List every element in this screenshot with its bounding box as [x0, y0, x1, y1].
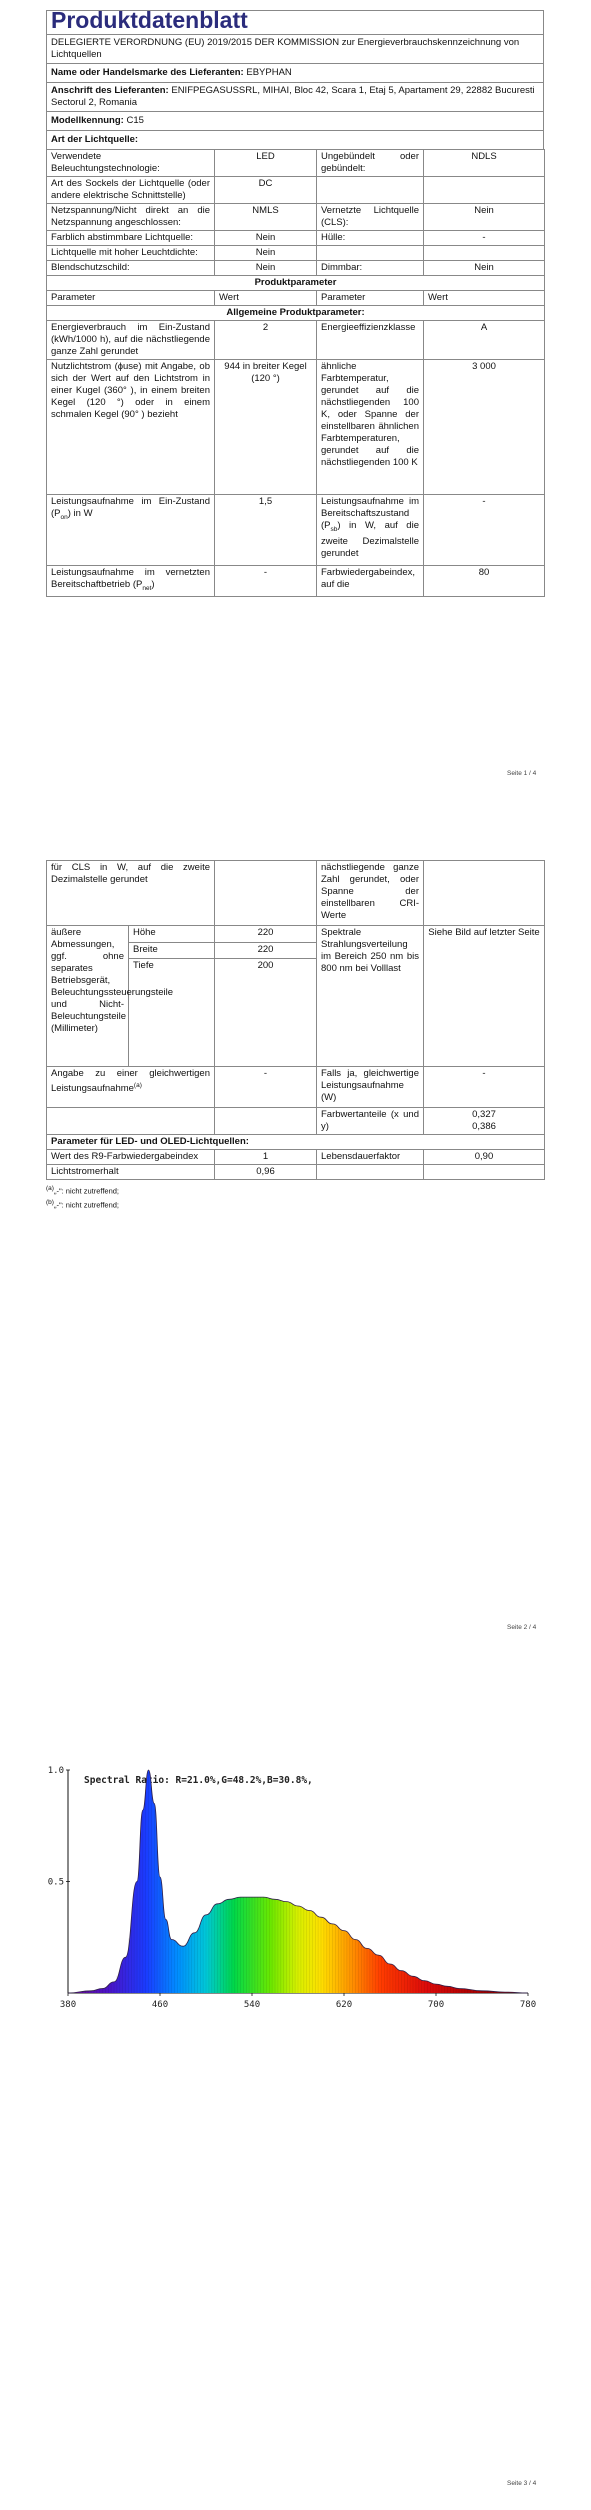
- depth-label: Tiefe: [129, 959, 215, 1067]
- pnet-value: -: [215, 566, 317, 597]
- r9-value: 1: [215, 1150, 317, 1165]
- spd-value: Siehe Bild auf letzter Seite: [424, 926, 545, 1067]
- y-ticks: [48, 1766, 70, 1888]
- depth-value: 200: [215, 959, 317, 1067]
- dimensions-label: äußere Abmessungen, ggf. ohne separates Betriebsgerät, Beleuchtungssteuerungsteile und Nicht-Beleuchtungsteile (Millimeter): [47, 926, 129, 1067]
- x-ticks: [60, 1993, 536, 2010]
- psb-value: -: [424, 495, 545, 566]
- equiv-label: Angabe zu einer gleichwertigen Leistungsaufnahme$^{(a)}$: [47, 1067, 215, 1108]
- empty-cell: [47, 1108, 215, 1135]
- page-number: Seite 1 / 4: [507, 770, 537, 777]
- cri-label-continued: nächstliegende ganze Zahl gerundet, oder Spanne der einstellbaren CRI-Werte: [317, 861, 424, 926]
- datasheet-header-table: [46, 7, 544, 150]
- datasheet-page-1: [46, 7, 544, 597]
- empty-cell: [424, 1165, 545, 1180]
- datasheet-table-page-2: [46, 860, 545, 1180]
- networked-label: Vernetzte Lichtquelle (CLS):: [317, 204, 424, 231]
- col-header-value: Wert: [215, 291, 317, 306]
- socket-label: Art des Sockels der Lichtquelle (oder andere elektrische Schnittstelle): [47, 177, 215, 204]
- chroma-y: 0,386: [472, 1121, 496, 1132]
- general-params-header: Allgemeine Produktparameter:: [47, 306, 545, 321]
- cri-value: 80: [424, 566, 545, 597]
- socket-value: DC: [215, 177, 317, 204]
- datasheet-table-page-1: [46, 149, 545, 597]
- height-label: Höhe: [129, 926, 215, 943]
- empty-cell: [215, 861, 317, 926]
- product-params-header: Produktparameter: [47, 276, 545, 291]
- energy-value: 2: [215, 321, 317, 360]
- eclass-label: Energieeffizienzklasse: [317, 321, 424, 360]
- datasheet-page-2: [46, 860, 544, 1210]
- envelope-label: Hülle:: [317, 231, 424, 246]
- pon-value: 1,5: [215, 495, 317, 566]
- tunable-value: Nein: [215, 231, 317, 246]
- page-number: Seite 2 / 4: [507, 1624, 537, 1631]
- dimmable-value: Nein: [424, 261, 545, 276]
- life-label: Lebensdauerfaktor: [317, 1150, 424, 1165]
- networked-value: Nein: [424, 204, 545, 231]
- lightsource-type-header: Art der Lichtquelle:: [47, 131, 544, 150]
- x-tick-label: 780: [519, 2000, 537, 2010]
- supplier-name-row: Name oder Handelsmarke des Lieferanten: EBYPHAN: [47, 64, 544, 83]
- cct-value: 3 000: [424, 360, 545, 495]
- maint-value: 0,96: [215, 1165, 317, 1180]
- tech-label: Verwendete Beleuchtungstechnologie:: [47, 150, 215, 177]
- r9-label: Wert des R9-Farbwiedergabeindex: [47, 1150, 215, 1165]
- maint-label: Lichtstromerhalt: [47, 1165, 215, 1180]
- page-title: Produktdatenblatt: [47, 11, 544, 35]
- mains-label: Netzspannung/Nicht direkt an die Netzspannung angeschlossen:: [47, 204, 215, 231]
- page-3: [0, 1710, 591, 2510]
- empty-cell: [317, 1165, 424, 1180]
- col-header-value: Wert: [424, 291, 545, 306]
- unbundled-value: NDLS: [424, 150, 545, 177]
- led-params-header: Parameter für LED- und OLED-Lichtquellen:: [47, 1135, 545, 1150]
- page-number: Seite 3 / 4: [507, 2480, 537, 2487]
- footnote-a: $^{(a)}$„-": nicht zutreffend;: [46, 1185, 120, 1196]
- x-tick-label: 700: [427, 2000, 445, 2010]
- highlum-value: Nein: [215, 246, 317, 261]
- spectral-chart: [0, 1710, 591, 2050]
- chroma-label: Farbwertanteile (x und y): [317, 1108, 424, 1135]
- envelope-value: -: [424, 231, 545, 246]
- dimmable-label: Dimmbar:: [317, 261, 424, 276]
- empty-cell: [317, 177, 424, 204]
- flux-label: Nutzlichtstrom (ɸuse) mit Angabe, ob sich der Wert auf den Lichtstrom in einer Kugel (360° ), in einem breiten Kegel (120 °) oder in einem schmalen Kegel (90° ) bezieht: [47, 360, 215, 495]
- x-tick-label: 540: [243, 2000, 261, 2010]
- chroma-value: [424, 1108, 545, 1135]
- empty-cell: [424, 861, 545, 926]
- empty-cell: [317, 246, 424, 261]
- equiv-power-value: -: [424, 1067, 545, 1108]
- x-tick-label: 460: [151, 2000, 169, 2010]
- tech-value: LED: [215, 150, 317, 177]
- footnote-b: $^{(b)}$„-": nicht zutreffend;: [46, 1198, 120, 1209]
- width-label: Breite: [129, 942, 215, 959]
- pnet-label-continued: für CLS in W, auf die zweite Dezimalstelle gerundet: [47, 861, 215, 926]
- page-2: [0, 855, 591, 1655]
- equiv-value: -: [215, 1067, 317, 1108]
- empty-cell: [215, 1108, 317, 1135]
- cri-label: Farbwiedergabeindex, auf die: [317, 566, 424, 597]
- page-1: [0, 0, 591, 800]
- model-row: Modellkennung: C15: [47, 112, 544, 131]
- unbundled-label: Ungebündelt oder gebündelt:: [317, 150, 424, 177]
- pnet-label: Leistungsaufnahme im vernetzten Bereitschaftbetrieb $(P_{net})$: [47, 566, 215, 597]
- antiglare-value: Nein: [215, 261, 317, 276]
- y-tick-label: 0.5: [47, 1877, 64, 1888]
- equiv-power-label: Falls ja, gleichwertige Leistungsaufnahme (W): [317, 1067, 424, 1108]
- chroma-x: 0,327: [472, 1109, 496, 1120]
- width-value: 220: [215, 942, 317, 959]
- eclass-value: A: [424, 321, 545, 360]
- x-tick-label: 380: [59, 2000, 77, 2010]
- energy-label: Energieverbrauch im Ein-Zustand (kWh/1000 h), auf die nächstliegende ganze Zahl gerundet: [47, 321, 215, 360]
- regulation-text: DELEGIERTE VERORDNUNG (EU) 2019/2015 DER KOMMISSION zur Energieverbrauchskennzeichnung von Lichtquellen: [47, 35, 544, 64]
- psb-label: Leistungsaufnahme im Bereitschaftszustand $(P_{sb})$ in W, auf die zweite Dezimalstelle gerundet: [317, 495, 424, 566]
- height-value: 220: [215, 926, 317, 943]
- pon-label: Leistungsaufnahme im Ein-Zustand $(P_{on})$ in W: [47, 495, 215, 566]
- y-tick-label: 1.0: [47, 1766, 64, 1776]
- col-header-param: Parameter: [47, 291, 215, 306]
- mains-value: NMLS: [215, 204, 317, 231]
- cct-label: ähnliche Farbtemperatur, gerundet auf die nächstliegenden 100 K, oder Spanne der einstellbaren ähnlichen Farbtemperaturen, gerundet auf die nächstliegenden 100 K: [317, 360, 424, 495]
- life-value: 0,90: [424, 1150, 545, 1165]
- supplier-address-row: Anschrift des Lieferanten: ENIFPEGASUSSRL, MIHAI, Bloc 42, Scara 1, Etaj 5, Apartament 29, 22882 Bucuresti Sectorul 2, Romania: [47, 83, 544, 112]
- flux-value: 944 in breiter Kegel (120 °): [215, 360, 317, 495]
- antiglare-label: Blendschutzschild:: [47, 261, 215, 276]
- x-tick-label: 620: [335, 2000, 353, 2010]
- spectral-title: Spectral Ratio: R=21.0%,G=48.2%,B=30.8%,: [84, 1775, 313, 1786]
- spd-label: Spektrale Strahlungsverteilung im Bereich 250 nm bis 800 nm bei Volllast: [317, 926, 424, 1067]
- highlum-label: Lichtquelle mit hoher Leuchtdichte:: [47, 246, 215, 261]
- empty-cell: [424, 177, 545, 204]
- col-header-param: Parameter: [317, 291, 424, 306]
- empty-cell: [424, 246, 545, 261]
- tunable-label: Farblich abstimmbare Lichtquelle:: [47, 231, 215, 246]
